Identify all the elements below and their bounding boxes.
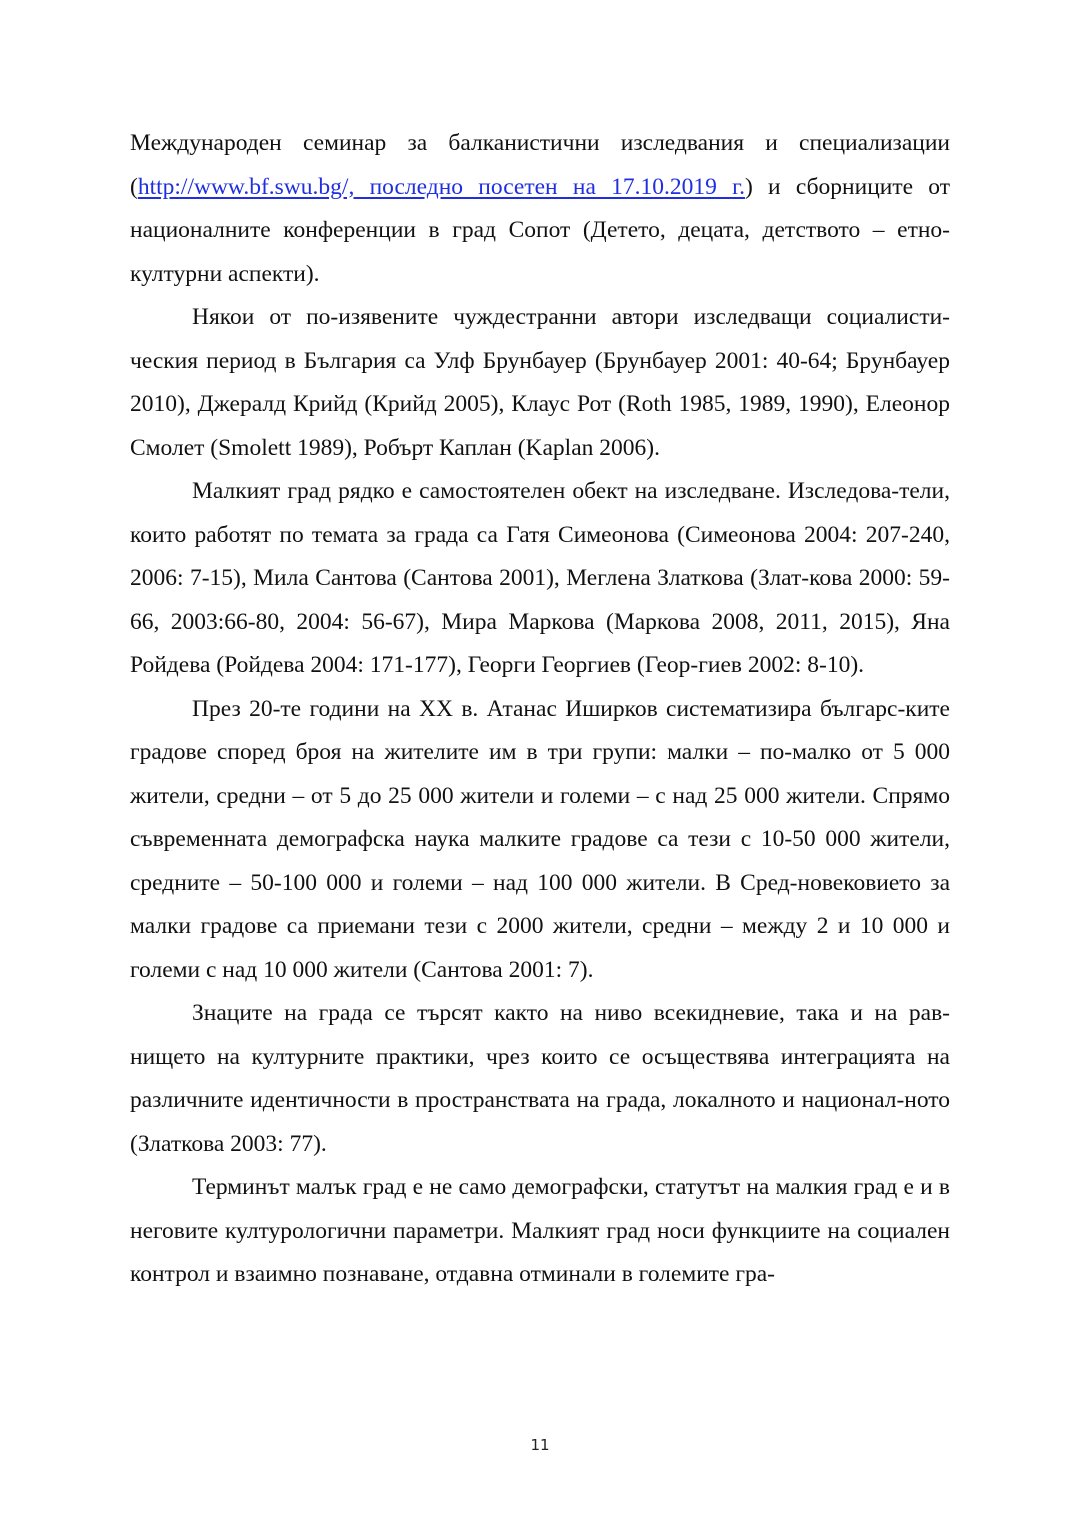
paragraph-5: Знаците на града се търсят както на ниво всекидневие, така и на рав-нището на културните практики, чрез които се осъществява интеграцията на различните идентичности в пространствата на града, локалното и национал-ното (Златкова 2003: 77).: [130, 1000, 950, 1157]
paragraph-6: Терминът малък град е не само демографски, статутът на малкия град е и в неговите културологични параметри. Малкият град носи функциите на социален контрол и взаимно познаване, отдавна отминали в големите гра-: [130, 1174, 950, 1287]
paragraph-1: [130, 122, 950, 296]
paragraph-3: Малкият град рядко е самостоятелен обект на изследване. Изследова-тели, които работят по темата за града са Гатя Симеонова (Симеонова 2004: 207-240, 2006: 7-15), Мила Сантова (Сантова 2001), Меглена Златкова (Злат-кова 2000: 59-66, 2003:66-80, 2004: 56-67), Мира Маркова (Маркова 2008, 2011, 2015), Яна Ройдева (Ройдева 2004: 171-177), Георги Георгиев (Геор-гиев 2002: 8-10).: [130, 478, 950, 678]
paragraph-2: Някои от по-изявените чуждестранни автори изследващи социалисти-ческия период в България са Улф Брунбауер (Брунбауер 2001: 40-64; Брунбауер 2010), Джералд Крийд (Крийд 2005), Клаус Рот (Roth 1985, 1989, 1990), Елеонор Смолет (Smolett 1989), Робърт Каплан (Kaplan 2006).: [130, 304, 950, 461]
source-link[interactable]: http://www.bf.swu.bg/, последно посетен на 17.10.2019 г.: [137, 173, 745, 200]
page-number: 11: [530, 1436, 550, 1454]
paragraph-1-end: ) и сборниците от националните конференции в град Сопот (Детето, децата, детството – етно-културни аспекти).: [130, 173, 951, 287]
paragraph-1-start: Международен семинар за балканистични изследвания и специализации (: [130, 130, 950, 200]
body-text: [130, 122, 950, 1297]
paragraph-4: През 20-те години на XX в. Атанас Иширков систематизира българс-ките градове според броя на жителите им в три групи: малки – по-малко от 5 000 жители, средни – от 5 до 25 000 жители и големи – с над 25 000 жители. Спрямо съвременната демографска наука малките градове са тези с 10-50 000 жители, средните – 50-100 000 и големи – над 100 000 жители. В Сред-новековието за малки градове са приемани тези с 2000 жители, средни – между 2 и 10 000 и големи с над 10 000 жители (Сантова 2001: 7).: [130, 695, 950, 983]
